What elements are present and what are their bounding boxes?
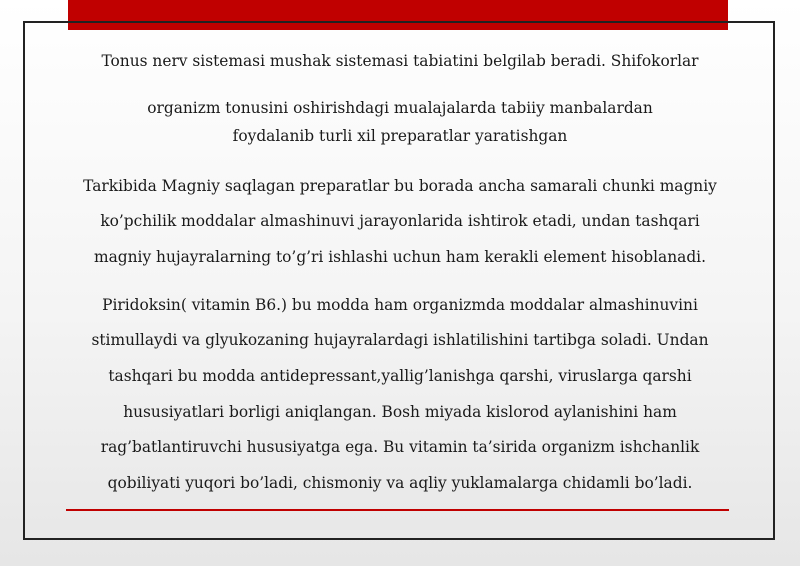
text-line: ko’pchilik moddalar almashinuvi jarayonlarida ishtirok etadi, undan tashqari [100,212,700,230]
text-line: Piridoksin( vitamin B6.) bu modda ham organizmda moddalar almashinuvini [102,296,698,314]
text-line: hususiyatlari borligi aniqlangan. Bosh miyada kislorod aylanishini ham [123,403,677,421]
text-line: Tonus nerv sistemasi mushak sistemasi tabiatini belgilab beradi. Shifokorlar [101,52,699,70]
text-line: qobiliyati yuqori bo’ladi, chismoniy va aqliy yuklamalarga chidamli bo’ladi. [107,474,693,492]
text-line: foydalanib turli xil preparatlar yaratishgan [232,127,568,145]
text-line: magniy hujayralarning to’g’ri ishlashi uchun ham kerakli element hisoblanadi. [93,248,706,266]
text-line: rag’batlantiruvchi hususiyatga ega. Bu vitamin ta’sirida organizm ishchanlik [100,438,700,456]
bottom-divider [66,509,729,511]
text-line: stimullaydi va glyukozaning hujayralardagi ishlatilishini tartibga soladi. Undan [91,331,709,349]
text-line: tashqari bu modda antidepressant,yallig’lanishga qarshi, viruslarga qarshi [108,367,692,385]
text-line: Tarkibida Magniy saqlagan preparatlar bu borada ancha samarali chunki magniy [83,177,717,195]
text-line: organizm tonusini oshirishdagi mualajalarda tabiiy manbalardan [147,99,653,117]
